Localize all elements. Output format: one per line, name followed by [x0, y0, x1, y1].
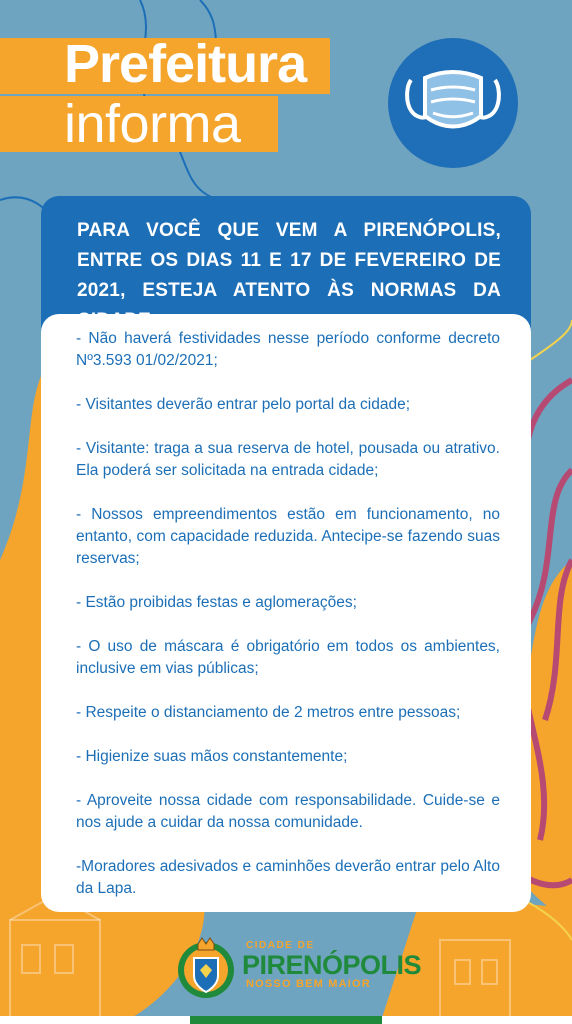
city-logo	[170, 934, 422, 1006]
list-item: - Respeite o distanciamento de 2 metros entre pessoas;	[76, 704, 461, 721]
list-item: -Moradores adesivados e caminhões deverão entrar pelo Alto da Lapa.	[76, 858, 500, 897]
list-item: - Nossos empreendimentos estão em funcionamento, no entanto, com capacidade reduzida. Antecipe-se fazendo suas reservas;	[76, 506, 500, 567]
list-item: - Visitantes deverão entrar pelo portal da cidade;	[76, 396, 411, 413]
mask-badge	[388, 38, 518, 168]
list-item: - Não haverá festividades nesse período conforme decreto Nº3.593 01/02/2021;	[76, 330, 500, 369]
face-mask-icon	[403, 58, 503, 148]
list-item: - O uso de máscara é obrigatório em todos os ambientes, inclusive em vias públicas;	[76, 638, 500, 677]
list-item: - Aproveite nossa cidade com responsabilidade. Cuide-se e nos ajude a cuidar da nossa comunidade.	[76, 792, 500, 831]
list-item: - Estão proibidas festas e aglomerações;	[76, 594, 357, 611]
list-item: - Higienize suas mãos constantemente;	[76, 748, 348, 765]
notice-header-text: PARA VOCÊ QUE VEM A PIRENÓPOLIS, ENTRE OS DIAS 11 E 17 DE FEVEREIRO DE 2021, ESTEJA ATENTO ÀS NORMAS DA	[77, 220, 501, 301]
list-item: - Visitante: traga a sua reserva de hotel, pousada ou atrativo. Ela poderá ser solicitada na entrada cidade;	[76, 440, 500, 479]
logo-slogan: NOSSO BEM MAIOR	[246, 978, 371, 990]
logo-prefix: CIDADE DE	[246, 940, 315, 951]
rules-list	[76, 328, 500, 922]
bottom-color-bar	[0, 1016, 572, 1024]
rules-card	[41, 314, 531, 912]
title-line-1: Prefeitura	[64, 34, 307, 94]
title-line-2: informa	[64, 94, 241, 154]
logo-name: PIRENÓPOLIS	[242, 950, 422, 980]
city-coat-of-arms-icon	[174, 936, 238, 1002]
